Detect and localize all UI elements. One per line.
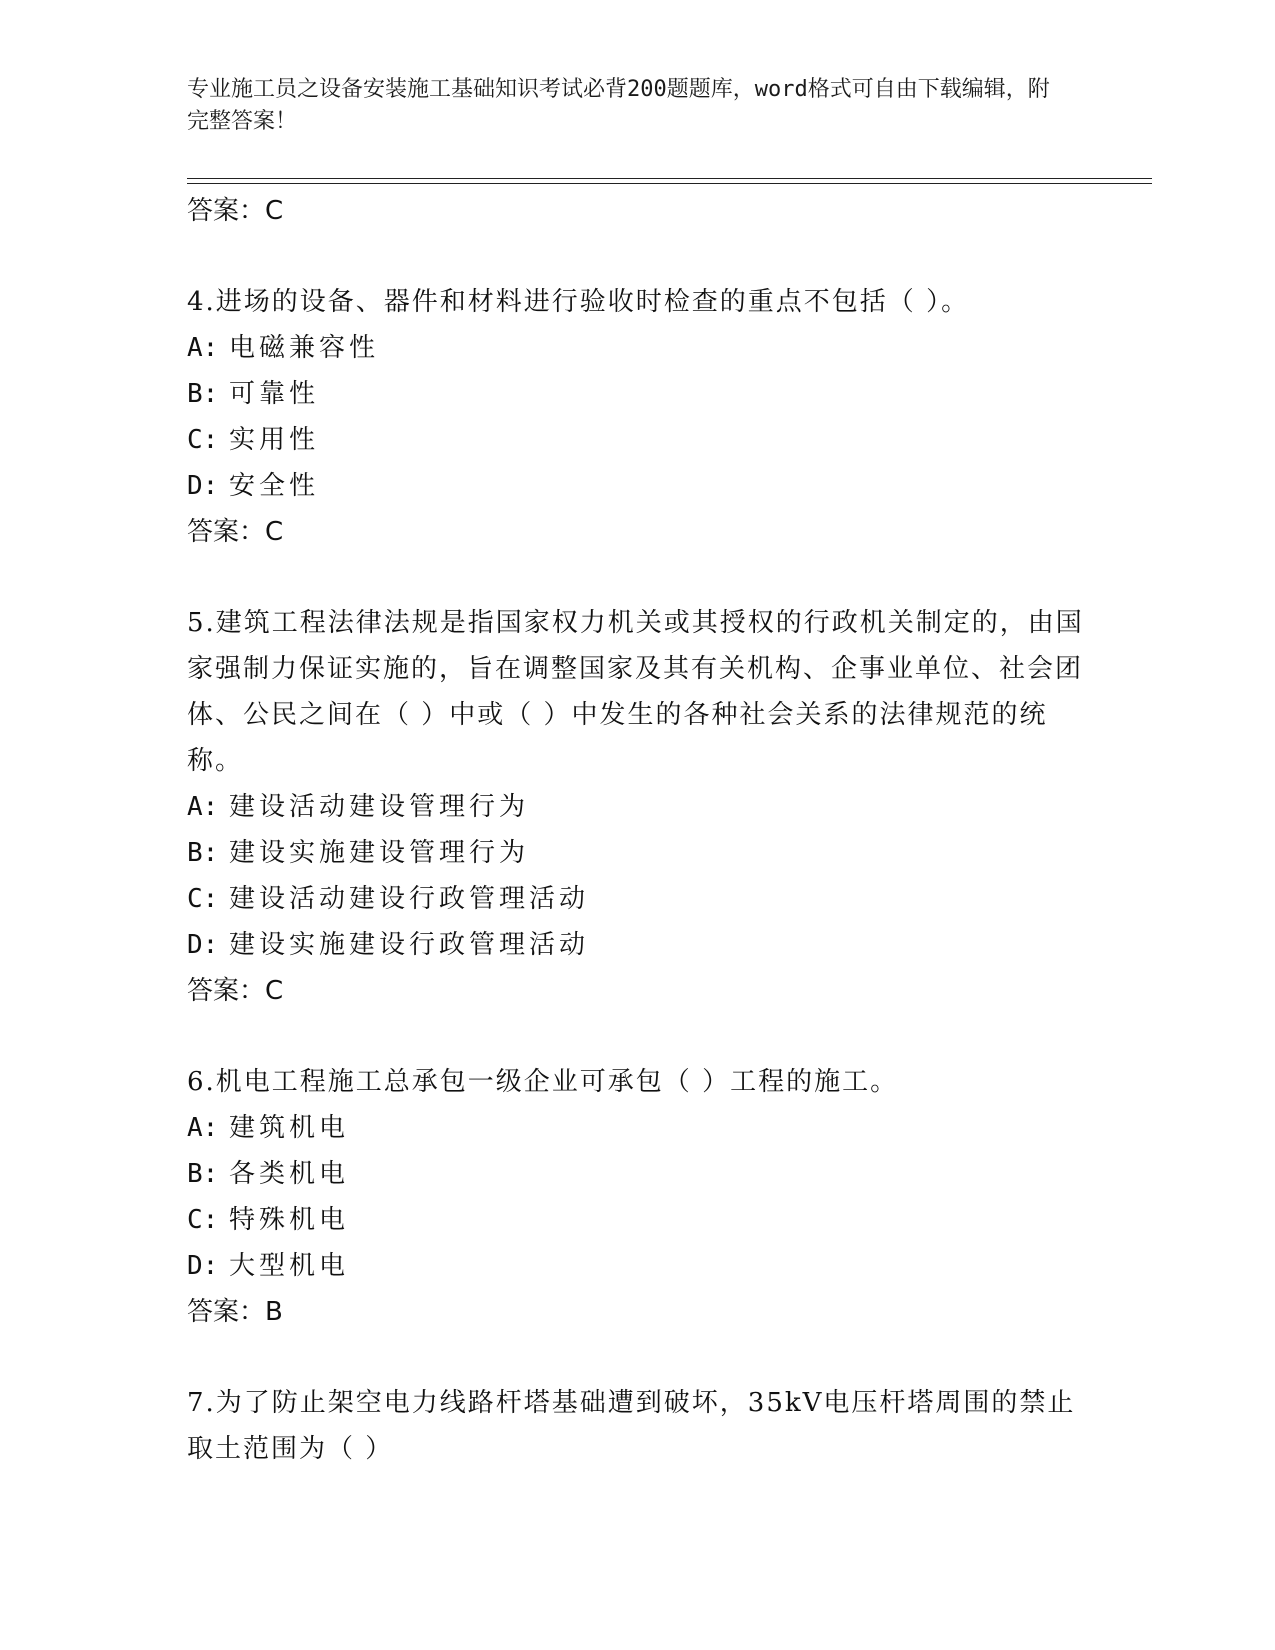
option-text: 安全性 — [229, 471, 320, 501]
option-label: B: — [187, 379, 219, 409]
option-label: D: — [187, 1251, 219, 1281]
option-text: 建设活动建设管理行为 — [229, 792, 530, 822]
header-divider-top — [187, 178, 1152, 179]
question-text: 6.机电工程施工总承包一级企业可承包（ ）工程的施工。 — [187, 1067, 899, 1097]
option-label: A: — [187, 1113, 219, 1143]
option-text: 建设活动建设行政管理活动 — [229, 884, 590, 914]
option-c — [187, 1197, 1087, 1243]
option-label: B: — [187, 1159, 219, 1189]
option-label: D: — [187, 471, 219, 501]
option-a — [187, 325, 1087, 371]
option-label: B: — [187, 838, 219, 868]
answer-line: 答案：C — [187, 517, 284, 547]
option-label: A: — [187, 792, 219, 822]
question-text: 5.建筑工程法律法规是指国家权力机关或其授权的行政机关制定的，由国家强制力保证实施的，旨在调整国家及其有关机构、企事业单位、社会团体、公民之间在（ ）中或（ ）中发生的各种社会关系的法律规范的统称。 — [187, 608, 1084, 776]
option-text: 大型机电 — [229, 1251, 350, 1281]
spacer — [187, 1335, 1087, 1380]
question-item — [187, 600, 1087, 1014]
option-d — [187, 922, 1087, 968]
option-text: 实用性 — [229, 425, 320, 455]
question-item — [187, 279, 1087, 555]
option-text: 建设实施建设行政管理活动 — [229, 930, 590, 960]
spacer — [187, 234, 1087, 279]
answer-line: 答案：B — [187, 1297, 283, 1327]
question-text: 4.进场的设备、器件和材料进行验收时检查的重点不包括（ ）。 — [187, 287, 970, 317]
option-text: 可靠性 — [229, 379, 320, 409]
spacer — [187, 555, 1087, 600]
answer-line: 答案：C — [187, 196, 284, 226]
option-d — [187, 463, 1087, 509]
question-item — [187, 1059, 1087, 1335]
option-text: 各类机电 — [229, 1159, 350, 1189]
option-text: 建筑机电 — [229, 1113, 350, 1143]
option-text: 特殊机电 — [229, 1205, 350, 1235]
answer-line: 答案：C — [187, 976, 284, 1006]
option-label: D: — [187, 930, 219, 960]
question-list — [187, 188, 1087, 1472]
option-a — [187, 1105, 1087, 1151]
option-label: C: — [187, 884, 219, 914]
option-c — [187, 417, 1087, 463]
option-b — [187, 1151, 1087, 1197]
option-text: 建设实施建设管理行为 — [229, 838, 530, 868]
header-divider-bottom — [187, 183, 1152, 184]
question-text: 7.为了防止架空电力线路杆塔基础遭到破坏，35kV电压杆塔周围的禁止取土范围为（ ） — [187, 1388, 1076, 1464]
option-label: C: — [187, 425, 219, 455]
option-b — [187, 830, 1087, 876]
question-item — [187, 1380, 1087, 1472]
option-label: A: — [187, 333, 219, 363]
option-text: 电磁兼容性 — [229, 333, 380, 363]
option-c — [187, 876, 1087, 922]
option-a — [187, 784, 1087, 830]
spacer — [187, 1014, 1087, 1059]
option-d — [187, 1243, 1087, 1289]
document-header: 专业施工员之设备安装施工基础知识考试必背200题题库，word格式可自由下载编辑，附完整答案！ — [187, 77, 1050, 134]
option-label: C: — [187, 1205, 219, 1235]
option-b — [187, 371, 1087, 417]
